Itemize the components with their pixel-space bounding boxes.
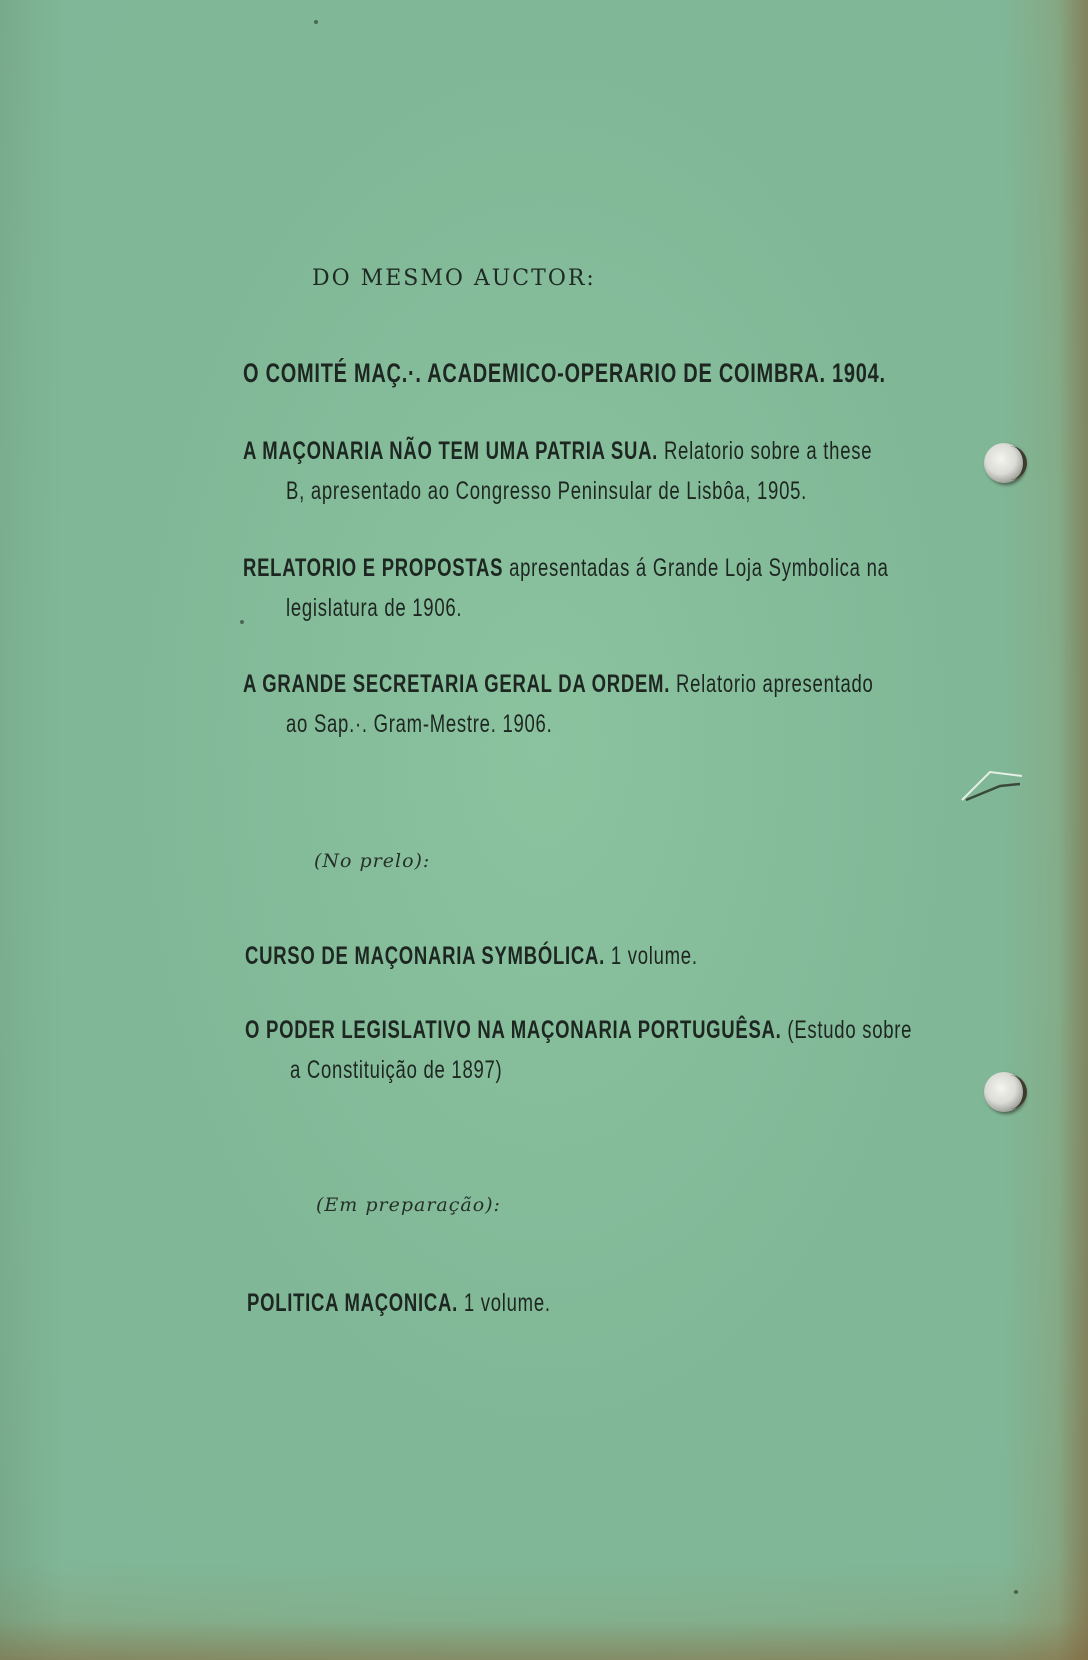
work-description: (Estudo sobre — [787, 1016, 913, 1044]
work-entry-continuation: B, apresentado ao Congresso Peninsular de Lisbôa, 1905. — [286, 477, 808, 505]
work-entry-continuation: a Constituição de 1897) — [290, 1056, 503, 1084]
work-entry-continuation: ao Sap.·. Gram-Mestre. 1906. — [286, 710, 553, 738]
binding-hole-lower — [984, 1072, 1024, 1112]
paper-speck — [240, 620, 244, 624]
work-entry-grande-secretaria — [243, 670, 874, 699]
work-title: O PODER LEGISLATIVO NA MAÇONARIA PORTUGUÊSA. — [245, 1016, 782, 1044]
work-description: Relatorio apresentado — [675, 670, 874, 698]
work-entry-relatorio-propostas — [243, 554, 889, 583]
work-entry-poder-legislativo — [245, 1016, 912, 1045]
work-description: 1 volume. — [610, 942, 698, 970]
work-title: POLITICA MAÇONICA. — [247, 1289, 458, 1317]
work-entry-curso-maconaria — [245, 942, 698, 971]
in-preparation-heading: (Em preparação): — [316, 1194, 501, 1216]
binding-hole-upper — [984, 443, 1024, 483]
work-title: RELATORIO E PROPOSTAS — [243, 554, 504, 582]
paper-edge-shadow — [1058, 0, 1088, 1660]
paper-speck — [314, 20, 318, 24]
work-entry-maconaria-patria — [243, 437, 872, 466]
in-press-heading: (No prelo): — [314, 850, 431, 872]
work-title: A MAÇONARIA NÃO TEM UMA PATRIA SUA. — [243, 437, 659, 465]
work-entry-politica-maconica — [247, 1289, 551, 1318]
section-heading: DO MESMO AUCTOR: — [312, 266, 596, 291]
work-title: A GRANDE SECRETARIA GERAL DA ORDEM. — [243, 670, 671, 698]
work-description: 1 volume. — [463, 1289, 551, 1317]
paper-speck — [1014, 1590, 1018, 1594]
work-description: Relatorio sobre a these — [663, 437, 873, 465]
paper-bottom-shadow — [0, 1620, 1088, 1660]
work-title: CURSO DE MAÇONARIA SYMBÓLICA. — [245, 942, 605, 970]
work-entry-continuation: legislatura de 1906. — [286, 594, 463, 622]
work-entry-comite: O COMITÉ MAÇ.·. ACADEMICO-OPERARIO DE COIMBRA. 1904. — [243, 358, 886, 388]
work-description: apresentadas á Grande Loja Symbolica na — [509, 554, 889, 582]
paper-tear-mark — [960, 762, 1024, 802]
